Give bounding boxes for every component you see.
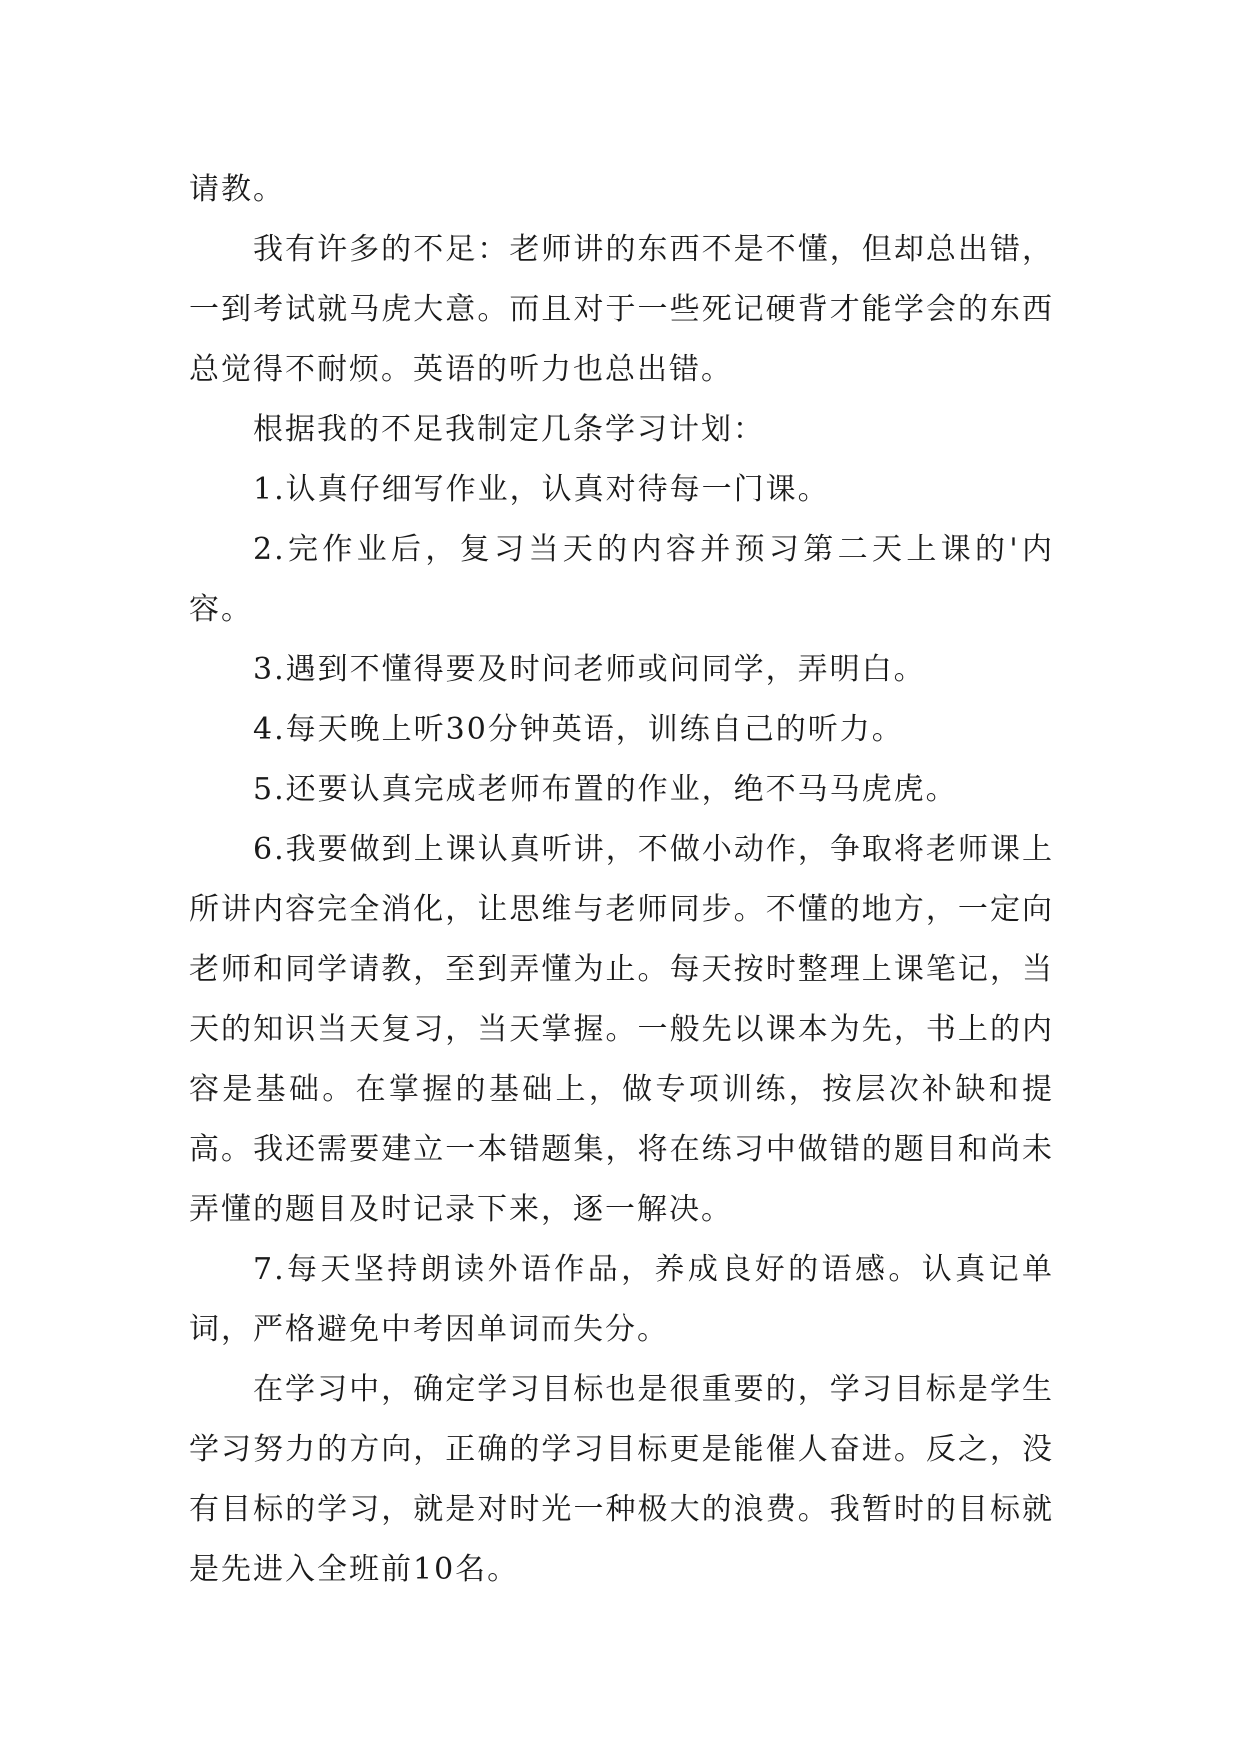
list-item-2: 2.完作业后，复习当天的内容并预习第二天上课的'内容。 (189, 532, 1054, 627)
list-item-6: 6.我要做到上课认真听讲，不做小动作，争取将老师课上所讲内容完全消化，让思维与老师同步。不懂的地方，一定向老师和同学请教，至到弄懂为止。每天按时整理上课笔记，当天的知识当天复习，当天掌握。一般先以课本为先，书上的内容是基础。在掌握的基础上，做专项训练，按层次补缺和提高。我还需要建立一本错题集，将在练习中做错的题目和尚未弄懂的题目及时记录下来，逐一解决。 (189, 832, 1054, 1227)
paragraph-goals: 在学习中，确定学习目标也是很重要的，学习目标是学生学习努力的方向，正确的学习目标更是能催人奋进。反之，没有目标的学习，就是对时光一种极大的浪费。我暂时的目标就是先进入全班前10名。 (189, 1372, 1054, 1587)
paragraph-shortcomings: 我有许多的不足：老师讲的东西不是不懂，但却总出错，一到考试就马虎大意。而且对于一些死记硬背才能学会的东西总觉得不耐烦。英语的听力也总出错。 (189, 232, 1054, 387)
list-item-4: 4.每天晚上听30分钟英语，训练自己的听力。 (253, 712, 904, 747)
list-item-7: 7.每天坚持朗读外语作品，养成良好的语感。认真记单词，严格避免中考因单词而失分。 (189, 1252, 1054, 1347)
list-item-1: 1.认真仔细写作业，认真对待每一门课。 (253, 472, 830, 507)
paragraph-continuation: 请教。 (189, 172, 285, 207)
list-item-5: 5.还要认真完成老师布置的作业，绝不马马虎虎。 (253, 772, 958, 807)
document-body (189, 160, 1054, 1600)
paragraph-plan-intro: 根据我的不足我制定几条学习计划： (253, 412, 765, 447)
list-item-3: 3.遇到不懂得要及时问老师或问同学，弄明白。 (253, 652, 926, 687)
